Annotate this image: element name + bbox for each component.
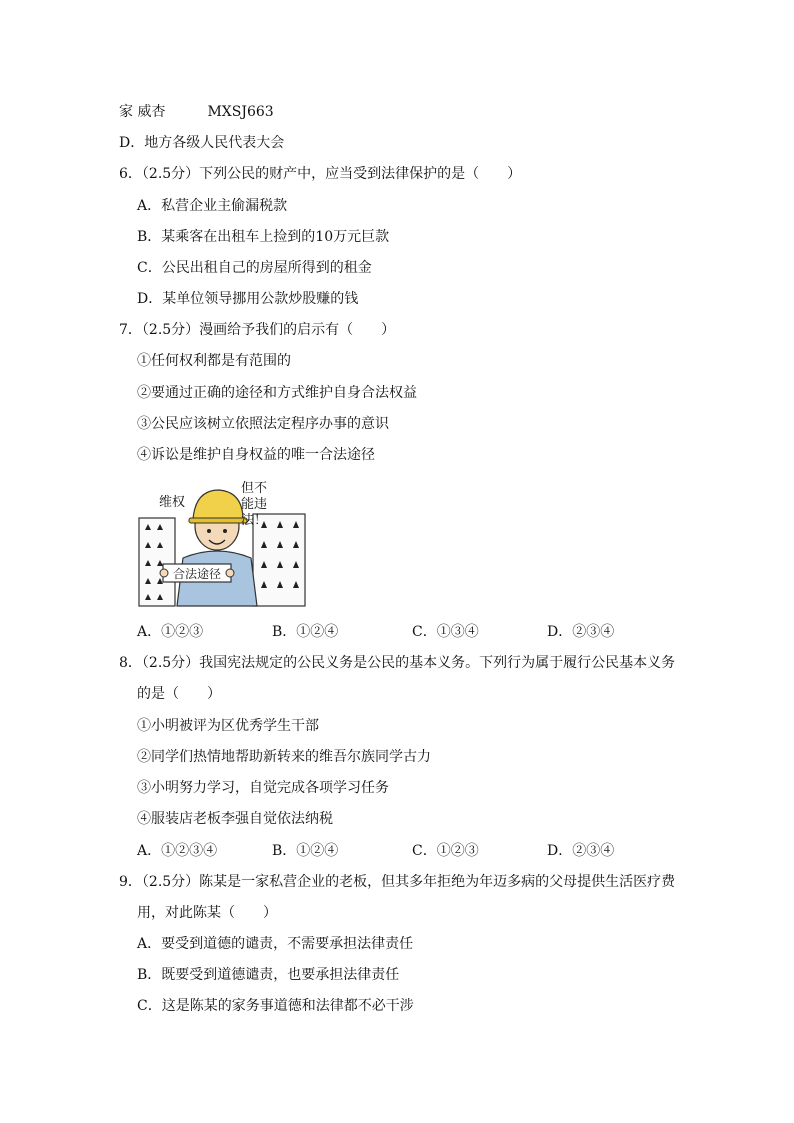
cartoon-bubble-line-1: 但不: [241, 481, 268, 496]
q7-statement-3: ③公民应该树立依照法定程序办事的意识: [137, 416, 389, 432]
q8-choice-b: B．①②④: [272, 843, 339, 859]
q9-option-b: B．既要受到道德谴责，也要承担法律责任: [137, 967, 400, 983]
cartoon-building-left: [139, 518, 175, 606]
q8-choice-d: D．②③④: [547, 843, 615, 859]
q8-statement-3: ③小明努力学习，自觉完成各项学习任务: [137, 780, 389, 796]
q7-statement-2: ②要通过正确的途径和方式维护自身合法权益: [137, 385, 417, 401]
q9-stem-line-2: 用，对此陈某（ ）: [137, 905, 277, 921]
q7-choice-a: A．①②③: [137, 624, 204, 640]
q8-choice-c: C．①②③: [412, 843, 479, 859]
q7-statement-4: ④诉讼是维护自身权益的唯一合法途径: [137, 447, 375, 463]
cartoon-illustration: [137, 478, 307, 608]
cartoon-bubble-line-2: 能违: [241, 497, 268, 512]
q6-stem: 6．（2.5分）下列公民的财产中，应当受到法律保护的是（ ）: [119, 166, 522, 182]
cartoon-sign-text: 合法途径: [172, 567, 222, 581]
q8-statement-2: ②同学们热情地帮助新转来的维吾尔族同学古力: [137, 749, 431, 765]
q7-choice-c: C．①③④: [412, 624, 479, 640]
cartoon-bubble-line-3: 法！: [241, 513, 268, 528]
q6-option-b: B．某乘客在出租车上捡到的10万元巨款: [137, 229, 390, 245]
q9-option-c: C．这是陈某的家务事道德和法律都不必干涉: [137, 998, 414, 1014]
page-header: [119, 102, 274, 122]
cartoon-label-weiquan: 维权: [159, 495, 186, 510]
q6-option-a: A．私营企业主偷漏税款: [137, 198, 288, 214]
q7-choice-b: B．①②④: [272, 624, 339, 640]
q7-choices: [137, 622, 697, 642]
q8-statement-4: ④服装店老板李强自觉依法纳税: [137, 811, 333, 827]
header-code: MXSJ663: [207, 104, 274, 120]
q8-statement-1: ①小明被评为区优秀学生干部: [137, 718, 319, 734]
q8-choice-a: A．①②③④: [137, 843, 218, 859]
q8-choices: [137, 841, 697, 861]
q7-choice-d: D．②③④: [547, 624, 615, 640]
cartoon-hard-hat: [193, 490, 243, 520]
q9-option-a: A．要受到道德的谴责，不需要承担法律责任: [137, 936, 414, 952]
q9-stem-line-1: 9．（2.5分）陈某是一家私营企业的老板，但其多年拒绝为年迈多病的父母提供生活医疗费: [119, 874, 676, 890]
q7-stem: 7．（2.5分）漫画给予我们的启示有（ ）: [119, 322, 396, 338]
q6-option-c: C．公民出租自己的房屋所得到的租金: [137, 260, 372, 276]
q8-stem-line-2: 的是（ ）: [137, 686, 221, 702]
q6-option-d: D．某单位领导挪用公款炒股赚的钱: [137, 291, 359, 307]
header-text: 家 威杏: [119, 104, 166, 120]
prev-question-option-d: D．地方各级人民代表大会: [119, 135, 285, 151]
q8-stem-line-1: 8．（2.5分）我国宪法规定的公民义务是公民的基本义务。下列行为属于履行公民基本义务: [119, 655, 676, 671]
q7-statement-1: ①任何权利都是有范围的: [137, 353, 291, 369]
